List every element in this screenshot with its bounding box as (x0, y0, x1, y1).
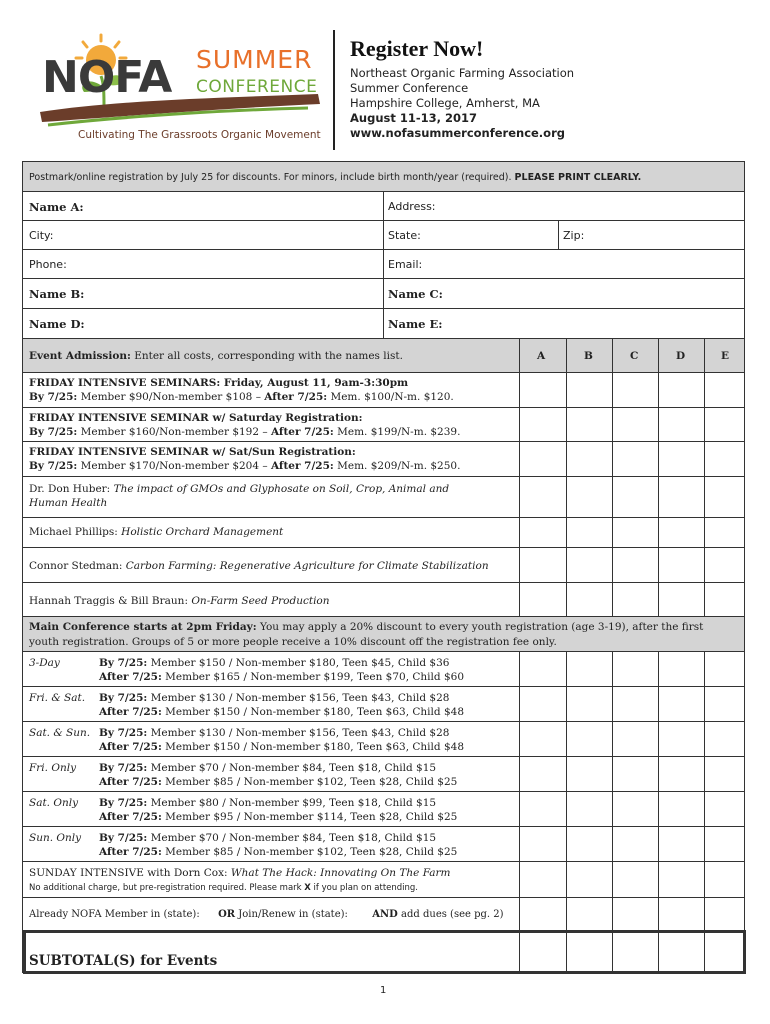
friday-sat-row: FRIDAY INTENSIVE SEMINAR w/ Saturday Registration: By 7/25: Member $160/Non-member $192 – After 7/25: Mem. $199/N-m. $239. (29, 412, 461, 438)
name-b-label: Name B: (29, 287, 85, 301)
state-label: State: (388, 229, 421, 242)
option-sat-sun-label: Sat. & Sun. (29, 727, 91, 739)
sunday-intensive-row: SUNDAY INTENSIVE with Dorn Cox: What The Hack: Innovating On The Farm (29, 867, 451, 879)
option-3day-prices: By 7/25: Member $150 / Non-member $180, Teen $45, Child $36 After 7/25: Member $165 / Non-member $199, Teen $70, Child $60 (99, 657, 464, 683)
header-divider (333, 30, 335, 150)
event-url[interactable]: www.nofasummerconference.org (350, 126, 565, 140)
page-number: 1 (380, 985, 387, 996)
name-c-label: Name C: (388, 287, 443, 301)
seminar-stedman: Connor Stedman: Carbon Farming: Regenerative Agriculture for Climate Stabilization (29, 560, 489, 572)
option-fri-only-prices: By 7/25: Member $70 / Non-member $84, Teen $18, Child $15 After 7/25: Member $85 / Non-member $102, Teen $28, Child $25 (99, 762, 458, 788)
org-name: Northeast Organic Farming Association (350, 66, 575, 80)
subtotal-label: SUBTOTAL(S) for Events (29, 953, 218, 969)
phone-label: Phone: (29, 258, 67, 271)
seminar-huber: Dr. Don Huber: The impact of GMOs and Glyphosate on Soil, Crop, Animal and Human Health (29, 483, 450, 509)
column-e-header: E (721, 350, 730, 362)
page-title: Register Now! (350, 36, 484, 61)
friday-seminars-row: FRIDAY INTENSIVE SEMINARS: Friday, August 11, 9am-3:30pm By 7/25: Member $90/Non-member $108 – After 7/25: Mem. $100/N-m. $120. (29, 377, 454, 403)
option-3day-label: 3-Day (29, 657, 60, 669)
admission-header: Event Admission: Enter all costs, corresponding with the names list. (29, 350, 403, 362)
logo-wordmark-nofa: NOFA (42, 52, 172, 103)
event-dates: August 11-13, 2017 (350, 111, 478, 125)
main-conference-note: Main Conference starts at 2pm Friday: You may apply a 20% discount to every youth registration (age 3-19), after the first youth registration. Groups of 5 or more people receive a 10% discount off the registration fee only. (29, 621, 704, 648)
option-sat-only-prices: By 7/25: Member $80 / Non-member $99, Teen $18, Child $15 After 7/25: Member $95 / Non-member $114, Teen $28, Child $25 (99, 797, 458, 823)
address-label: Address: (388, 200, 436, 213)
registration-form (22, 161, 745, 973)
seminar-traggis-braun: Hannah Traggis & Bill Braun: On-Farm Seed Production (29, 595, 330, 607)
column-c-header: C (630, 350, 639, 362)
zip-label: Zip: (563, 229, 585, 242)
event-location: Hampshire College, Amherst, MA (350, 96, 540, 110)
logo-wordmark-summer: SUMMER (196, 45, 313, 74)
option-sun-only-prices: By 7/25: Member $70 / Non-member $84, Teen $18, Child $15 After 7/25: Member $85 / Non-member $102, Teen $28, Child $25 (99, 832, 458, 858)
option-sat-only-label: Sat. Only (29, 797, 79, 809)
email-label: Email: (388, 258, 423, 271)
notice-text: Postmark/online registration by July 25 for discounts. For minors, include birth month/year (required). PLEASE PRINT CLEARLY. (29, 172, 642, 183)
seminar-phillips: Michael Phillips: Holistic Orchard Management (29, 526, 284, 538)
logo-tagline: Cultivating The Grassroots Organic Movement (78, 129, 321, 141)
city-label: City: (29, 229, 54, 242)
column-a-header: A (537, 350, 546, 362)
name-d-label: Name D: (29, 317, 85, 331)
membership-row: Already NOFA Member in (state): OR Join/Renew in (state): AND add dues (see pg. 2) (29, 909, 504, 920)
option-sat-sun-prices: By 7/25: Member $130 / Non-member $156, Teen $43, Child $28 After 7/25: Member $150 / Non-member $180, Teen $63, Child $48 (99, 727, 464, 753)
nofa-logo (38, 30, 323, 145)
name-a-label: Name A: (29, 200, 84, 214)
option-fri-sat-prices: By 7/25: Member $130 / Non-member $156, Teen $43, Child $28 After 7/25: Member $150 / Non-member $180, Teen $63, Child $48 (99, 692, 464, 718)
name-e-label: Name E: (388, 317, 443, 331)
event-name: Summer Conference (350, 81, 469, 95)
sunday-intensive-note: No additional charge, but pre-registration required. Please mark X if you plan on attending. (29, 883, 419, 893)
column-d-header: D (676, 350, 686, 362)
friday-satsun-row: FRIDAY INTENSIVE SEMINAR w/ Sat/Sun Registration: By 7/25: Member $170/Non-member $204 – After 7/25: Mem. $209/N-m. $250. (29, 446, 461, 472)
option-sun-only-label: Sun. Only (29, 832, 82, 844)
option-fri-sat-label: Fri. & Sat. (29, 692, 86, 704)
logo-wordmark-conference: CONFERENCE (196, 77, 318, 97)
column-b-header: B (584, 350, 593, 362)
option-fri-only-label: Fri. Only (29, 762, 76, 774)
